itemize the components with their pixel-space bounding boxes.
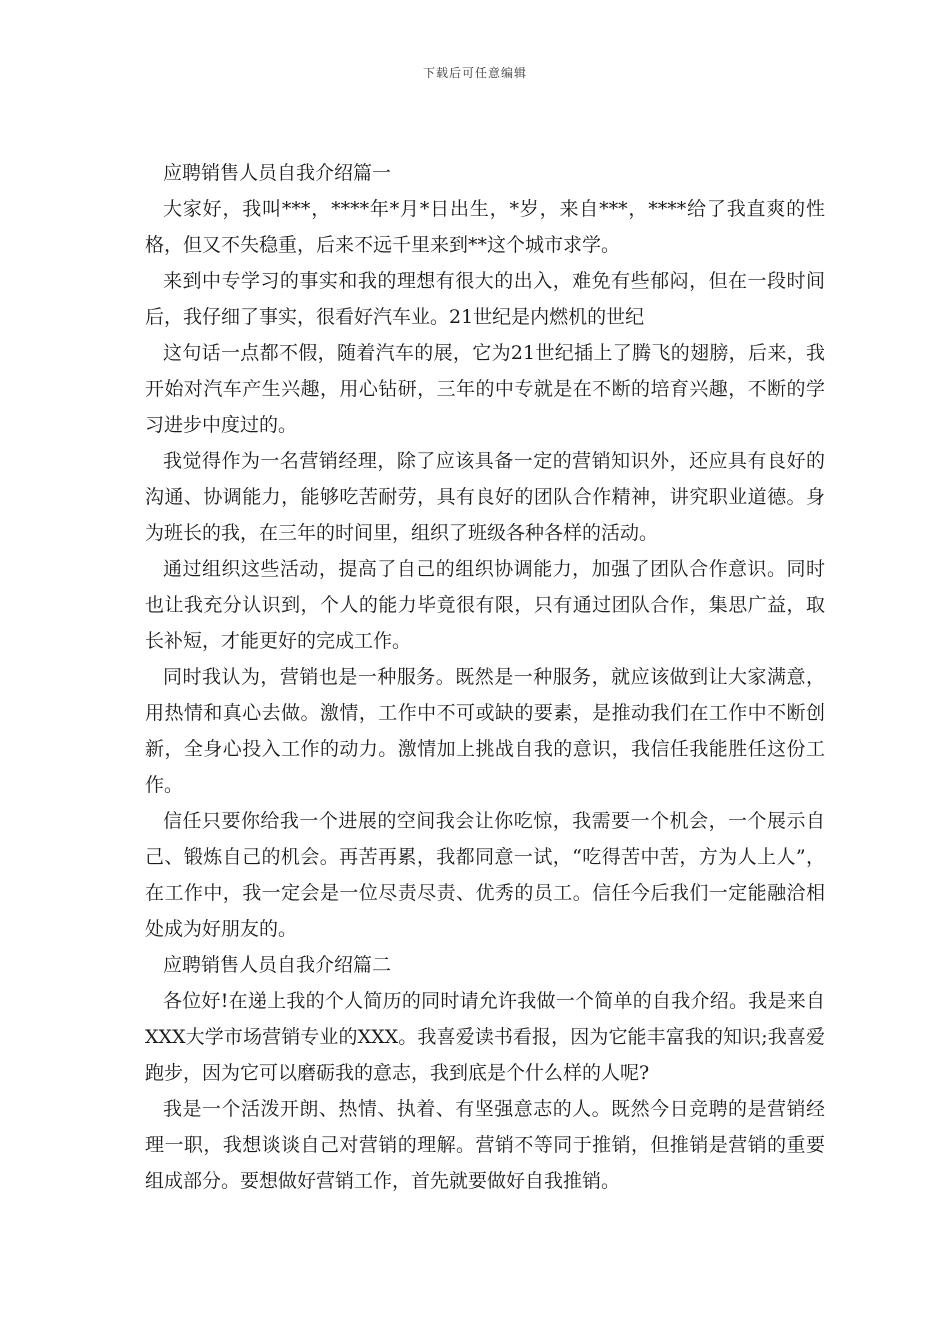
- section-2-heading: 应聘销售人员自我介绍篇二: [163, 954, 392, 976]
- section-1-paragraph: 这句话一点都不假，随着汽车的展，它为21世纪插上了腾飞的翅膀，后来，我开始对汽车产生兴趣，用心钻研，三年的中专就是在不断的培育兴趣，不断的学习进步中度过的。: [145, 342, 825, 436]
- section-2-paragraph: 我是一个活泼开朗、热情、执着、有坚强意志的人。既然今日竞聘的是营销经理一职，我想谈谈自己对营销的理解。营销不等同于推销，但推销是营销的重要组成部分。要想做好营销工作，首先就要做好自我推销。: [145, 1098, 825, 1192]
- section-2-paragraph: 各位好!在递上我的个人简历的同时请允许我做一个简单的自我介绍。我是来自XXX大学市场营销专业的XXX。我喜爱读书看报，因为它能丰富我的知识;我喜爱跑步，因为它可以磨砺我的意志，我到底是个什么样的人呢?: [145, 990, 825, 1084]
- page-header-note: 下载后可任意编辑: [422, 66, 527, 80]
- section-1-paragraph: 大家好，我叫***，****年*月*日出生，*岁，来自***，****给了我直爽的性格，但又不失稳重，后来不远千里来到**这个城市求学。: [145, 198, 825, 256]
- section-1-paragraph: 我觉得作为一名营销经理，除了应该具备一定的营销知识外，还应具有良好的沟通、协调能力，能够吃苦耐劳，具有良好的团队合作精神，讲究职业道德。身为班长的我，在三年的时间里，组织了班级各种各样的活动。: [145, 450, 825, 544]
- section-1-heading: 应聘销售人员自我介绍篇一: [163, 162, 392, 184]
- section-1-paragraph: 通过组织这些活动，提高了自己的组织协调能力，加强了团队合作意识。同时也让我充分认识到，个人的能力毕竟很有限，只有通过团队合作，集思广益，取长补短，才能更好的完成工作。: [145, 558, 825, 652]
- section-1-paragraph: 同时我认为，营销也是一种服务。既然是一种服务，就应该做到让大家满意，用热情和真心去做。激情，工作中不可或缺的要素，是推动我们在工作中不断创新，全身心投入工作的动力。激情加上挑战自我的意识，我信任我能胜任这份工作。: [145, 666, 825, 796]
- section-1-paragraph: 信任只要你给我一个进展的空间我会让你吃惊，我需要一个机会，一个展示自己、锻炼自己的机会。再苦再累，我都同意一试，“吃得苦中苦，方为人上人”，在工作中，我一定会是一位尽责尽责、优秀的员工。信任今后我们一定能融洽相处成为好朋友的。: [145, 810, 825, 940]
- document-body: [145, 155, 825, 1199]
- section-1-paragraph: 来到中专学习的事实和我的理想有很大的出入，难免有些郁闷，但在一段时间后，我仔细了事实，很看好汽车业。21世纪是内燃机的世纪: [145, 270, 825, 328]
